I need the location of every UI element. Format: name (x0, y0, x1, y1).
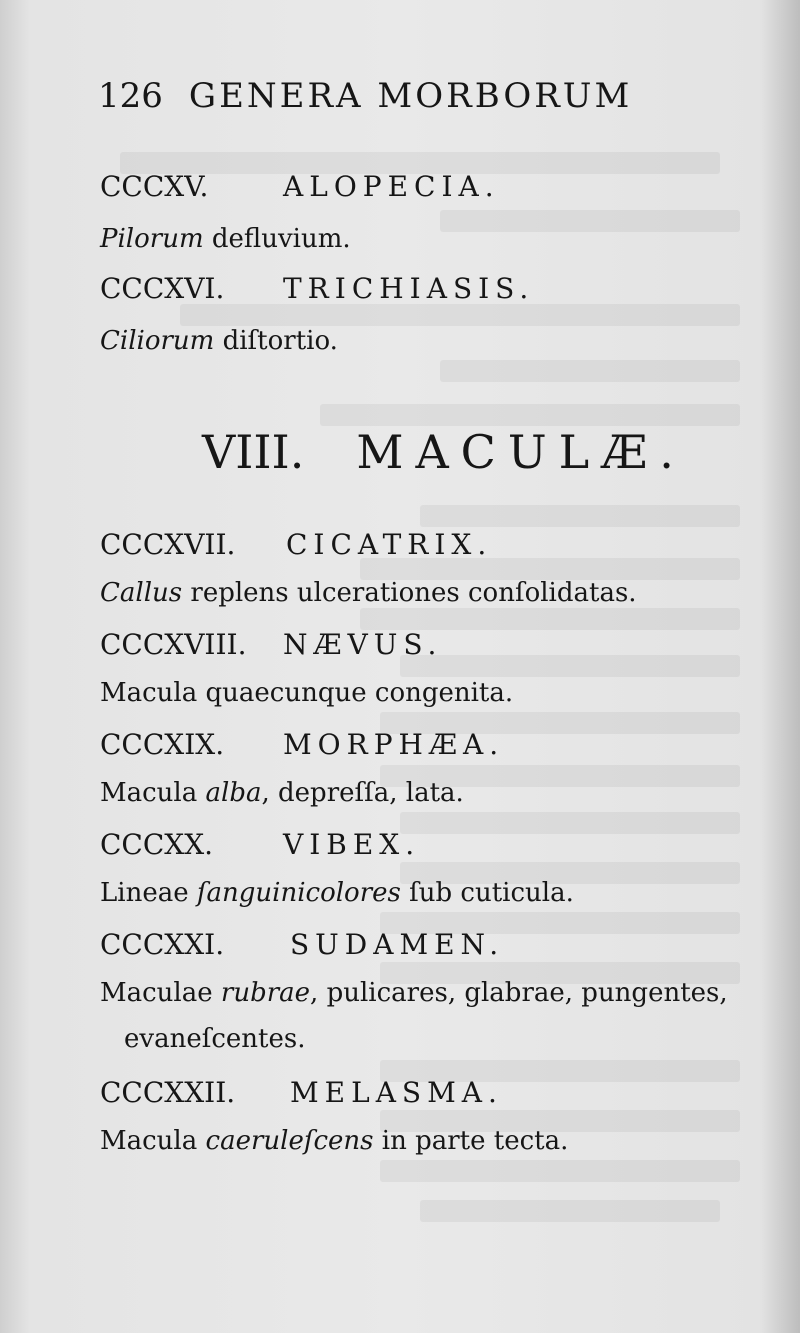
entry-description (100, 678, 513, 708)
entry-description (100, 778, 464, 808)
desc-text: replens ulcerationes conſolidatas. (182, 578, 637, 608)
desc-italic: Callus (100, 578, 183, 608)
entry-number: CCCXX. (100, 828, 214, 861)
desc-text: Macula quaecunque congenita. (100, 678, 514, 708)
running-title: GENERA MORBORUM (188, 76, 633, 116)
entry-description (100, 224, 351, 254)
entry-number: CCCXVI. (100, 272, 225, 305)
entry-number: CCCXV. (100, 170, 209, 203)
entry-number: CCCXVII. (100, 528, 236, 561)
disease-name: MORPHÆA. (283, 728, 505, 761)
entry-heading (100, 628, 442, 661)
desc-text: in parte tecta. (373, 1126, 569, 1156)
entry-description (100, 578, 637, 608)
desc-text: Maculae (100, 978, 221, 1008)
entry-number: CCCXXI. (100, 928, 225, 961)
page-number: 126 (98, 76, 163, 116)
desc-text: Lineae (100, 878, 197, 908)
entry-number: CCCXVIII. (100, 628, 247, 661)
entry-description (100, 326, 338, 356)
disease-name: CICATRIX. (286, 528, 493, 561)
entry-heading (100, 272, 534, 305)
entry-heading (100, 828, 420, 861)
desc-text: diſtortio. (214, 326, 338, 356)
entry-heading (100, 170, 500, 203)
desc-text: Macula (100, 1126, 206, 1156)
desc-text: ſub cuticula. (400, 878, 574, 908)
disease-name: VIBEX. (283, 828, 421, 861)
disease-name: TRICHIASIS. (283, 272, 535, 305)
section-title: MACULÆ. (356, 425, 686, 479)
running-header (98, 76, 632, 116)
entry-number: CCCXIX. (100, 728, 225, 761)
desc-italic: caeruleſcens (205, 1126, 374, 1156)
entry-heading (100, 528, 492, 561)
section-heading (202, 425, 686, 479)
desc-italic: Ciliorum (100, 326, 215, 356)
desc-text: , depreſſa, lata. (261, 778, 464, 808)
desc-text: defluvium. (203, 224, 351, 254)
entry-number: CCCXXII. (100, 1076, 236, 1109)
entry-heading (100, 928, 504, 961)
disease-name: SUDAMEN. (290, 928, 505, 961)
desc-text: , pulicares, glabrae, pungentes, (310, 978, 728, 1008)
disease-name: MELASMA. (290, 1076, 503, 1109)
entry-description (100, 1126, 568, 1156)
desc-italic: ſanguinicolores (196, 878, 401, 908)
section-number: VIII. (202, 425, 305, 479)
entry-heading (100, 728, 504, 761)
entry-description (100, 978, 728, 1008)
disease-name: ALOPECIA. (283, 170, 500, 203)
desc-italic: rubrae (220, 978, 311, 1008)
desc-italic: Pilorum (100, 224, 204, 254)
disease-name: NÆVUS. (283, 628, 443, 661)
desc-text: Macula (100, 778, 206, 808)
entry-heading (100, 1076, 503, 1109)
entry-description (100, 878, 574, 908)
entry-description-continued: evaneſcentes. (124, 1024, 306, 1054)
desc-italic: alba (205, 778, 262, 808)
